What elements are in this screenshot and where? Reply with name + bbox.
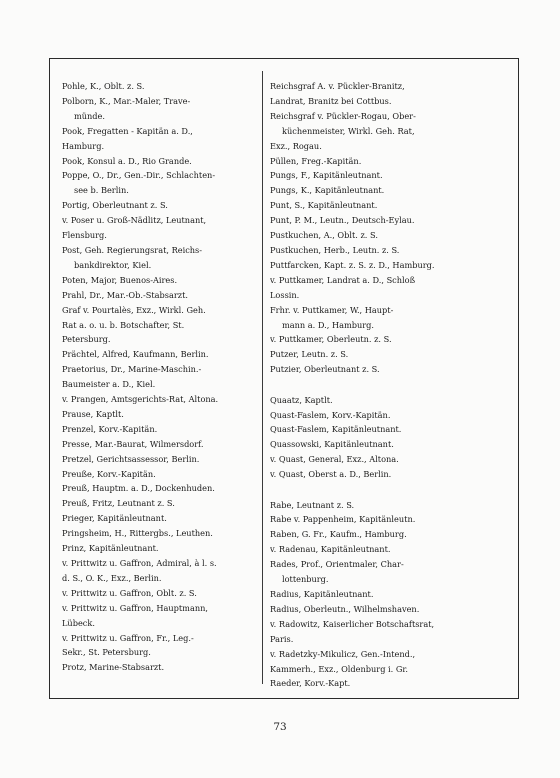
entry-line: Preuß, Fritz, Leutnant z. S. [62, 498, 175, 509]
entry-line: Püllen, Freg.-Kapitän. [270, 155, 362, 166]
section-gap [270, 377, 510, 393]
entry-line: v. Quast, General, Exz., Altona. [270, 454, 399, 465]
entry-line: Baumeister a. D., Kiel. [62, 379, 156, 390]
column-divider [262, 71, 263, 684]
entry-line: v. Prittwitz u. Gaffron, Fr., Leg.- [62, 632, 194, 643]
entry-line: v. Radetzky-Mikulicz, Gen.-Intend., [270, 648, 416, 659]
entry-line: Pohle, K., Oblt. z. S. [62, 81, 145, 91]
entry-line: Radius, Oberleutn., Wilhelmshaven. [270, 603, 420, 614]
entry-line: Punt, S., Kapitänleutnant. [270, 200, 378, 211]
entry-line: Frhr. v. Puttkamer, W., Haupt- [270, 304, 394, 315]
entry-line: v. Radowitz, Kaiserlicher Botschaftsrat, [270, 618, 435, 629]
entry-line: Putzer, Leutn. z. S. [270, 349, 349, 360]
left-column [62, 79, 255, 675]
entry-line: Exz., Rogau. [270, 140, 322, 151]
entry-line: v. Prangen, Amtsgerichts-Rat, Altona. [62, 394, 219, 405]
entry-line: Kammerh., Exz., Oldenburg i. Gr. [270, 663, 409, 674]
entry-line: v. Radenau, Kapitänleutnant. [270, 544, 391, 555]
entry-line: Sekr., St. Petersburg. [62, 647, 151, 658]
entry-line: v. Prittwitz u. Gaffron, Hauptmann, [62, 602, 208, 613]
entry-line: Raeder, Korv.-Kapt. [270, 678, 351, 689]
entry-line: Pringsheim, H., Rittergbs., Leuthen. [62, 528, 213, 539]
entry-line: Pook, Konsul a. D., Rio Grande. [62, 155, 192, 166]
entry-line: Rades, Prof., Orientmaler, Char- [270, 559, 404, 570]
entry-line: mann a. D., Hamburg. [282, 319, 375, 330]
entry-line: Landrat, Branitz bei Cottbus. [270, 95, 392, 106]
entry-line: Pungs, K., Kapitänleutnant. [270, 185, 385, 196]
entry-line: d. S., O. K., Exz., Berlin. [62, 572, 162, 583]
entry-line: Quast-Faslem, Kapitänleutnant. [270, 424, 402, 435]
entry-line: münde. [74, 110, 105, 121]
entry-line: Putzier, Oberleutnant z. S. [270, 364, 380, 375]
entry-line: Protz, Marine-Stabsarzt. [62, 662, 165, 673]
entry-line: Preuße, Korv.-Kapitän. [62, 468, 156, 479]
entry-line: Prieger, Kapitänleutnant. [62, 513, 167, 524]
entry-line: Quaatz, Kaptlt. [270, 394, 333, 405]
entry-line: v. Puttkamer, Landrat a. D., Schloß [270, 274, 416, 285]
entry-line: Prause, Kaptlt. [62, 408, 124, 419]
entry-line: v. Puttkamer, Oberleutn. z. S. [270, 334, 392, 345]
entry-line: Reichsgraf A. v. Pückler-Branitz, [270, 81, 405, 91]
entry-line: Pook, Fregatten - Kapitän a. D., [62, 125, 193, 136]
section-gap [270, 482, 510, 498]
entry-line: Pungs, F., Kapitänleutnant. [270, 170, 383, 181]
entry-line: lottenburg. [282, 574, 329, 585]
entry-line: Pustkuchen, Herb., Leutn. z. S. [270, 244, 400, 255]
entry-line: Lübeck. [62, 617, 95, 628]
entry-line: Presse, Mar.-Baurat, Wilmersdorf. [62, 438, 204, 449]
entry-line: Polborn, K., Mar.-Maler, Trave- [62, 95, 191, 106]
entry-line: Post, Geh. Regierungsrat, Reichs- [62, 244, 203, 255]
entry-line: bankdirektor, Kiel. [74, 259, 152, 270]
entry-line: Graf v. Pourtalès, Exz., Wirkl. Geh. [62, 304, 206, 315]
entry-line: Rabe v. Pappenheim, Kapitänleutn. [270, 514, 416, 525]
entry-line: Praetorius, Dr., Marine-Maschin.- [62, 364, 202, 375]
entry-line: Raben, G. Fr., Kaufm., Hamburg. [270, 529, 407, 540]
entry-line: Rat a. o. u. b. Botschafter, St. [62, 319, 185, 330]
entry-line: v. Prittwitz u. Gaffron, Admiral, à l. s. [62, 558, 217, 568]
entry-line: küchenmeister, Wirkl. Geh. Rat, [282, 125, 415, 136]
entry-line: Hamburg. [62, 140, 105, 151]
entry-line: see b. Berlin. [74, 185, 129, 196]
entry-line: Pustkuchen, A., Oblt. z. S. [270, 230, 378, 241]
entry-line: Flensburg. [62, 230, 107, 241]
entry-line: v. Prittwitz u. Gaffron, Oblt. z. S. [62, 587, 197, 598]
entry-line: Lossin. [270, 289, 300, 300]
right-column [270, 79, 510, 691]
entry-line: Prächtel, Alfred, Kaufmann, Berlin. [62, 349, 209, 360]
entry-line: Quast-Faslem, Korv.-Kapitän. [270, 409, 391, 420]
entry-line: Prenzel, Korv.-Kapitän. [62, 423, 158, 434]
entry-line: Rabe, Leutnant z. S. [270, 499, 355, 510]
page-number: 73 [273, 721, 287, 733]
entry-line: Petersburg. [62, 334, 111, 345]
entry-line: Radius, Kapitänleutnant. [270, 589, 374, 599]
entry-line: Preuß, Hauptm. a. D., Dockenhuden. [62, 483, 215, 494]
entry-line: Portig, Oberleutnant z. S. [62, 200, 168, 211]
entry-line: Paris. [270, 633, 294, 644]
entry-line: Poppe, O., Dr., Gen.-Dir., Schlachten- [62, 170, 216, 181]
entry-line: Pretzel, Gerichtsassessor, Berlin. [62, 453, 200, 464]
entry-line: Poten, Major, Buenos-Aires. [62, 274, 178, 285]
entry-line: Quassowski, Kapitänleutnant. [270, 439, 394, 450]
entry-line: Prinz, Kapitänleutnant. [62, 543, 159, 554]
entry-line: v. Poser u. Groß-Nädlitz, Leutnant, [62, 215, 207, 226]
entry-line: Puttfarcken, Kapt. z. S. z. D., Hamburg. [270, 259, 435, 270]
entry-line: Punt, P. M., Leutn., Deutsch-Eylau. [270, 215, 415, 226]
entry-line: Prahl, Dr., Mar.-Ob.-Stabsarzt. [62, 289, 188, 300]
entry-line: Reichsgraf v. Pückler-Rogau, Ober- [270, 110, 416, 121]
entry-line: v. Quast, Oberst a. D., Berlin. [270, 469, 392, 480]
